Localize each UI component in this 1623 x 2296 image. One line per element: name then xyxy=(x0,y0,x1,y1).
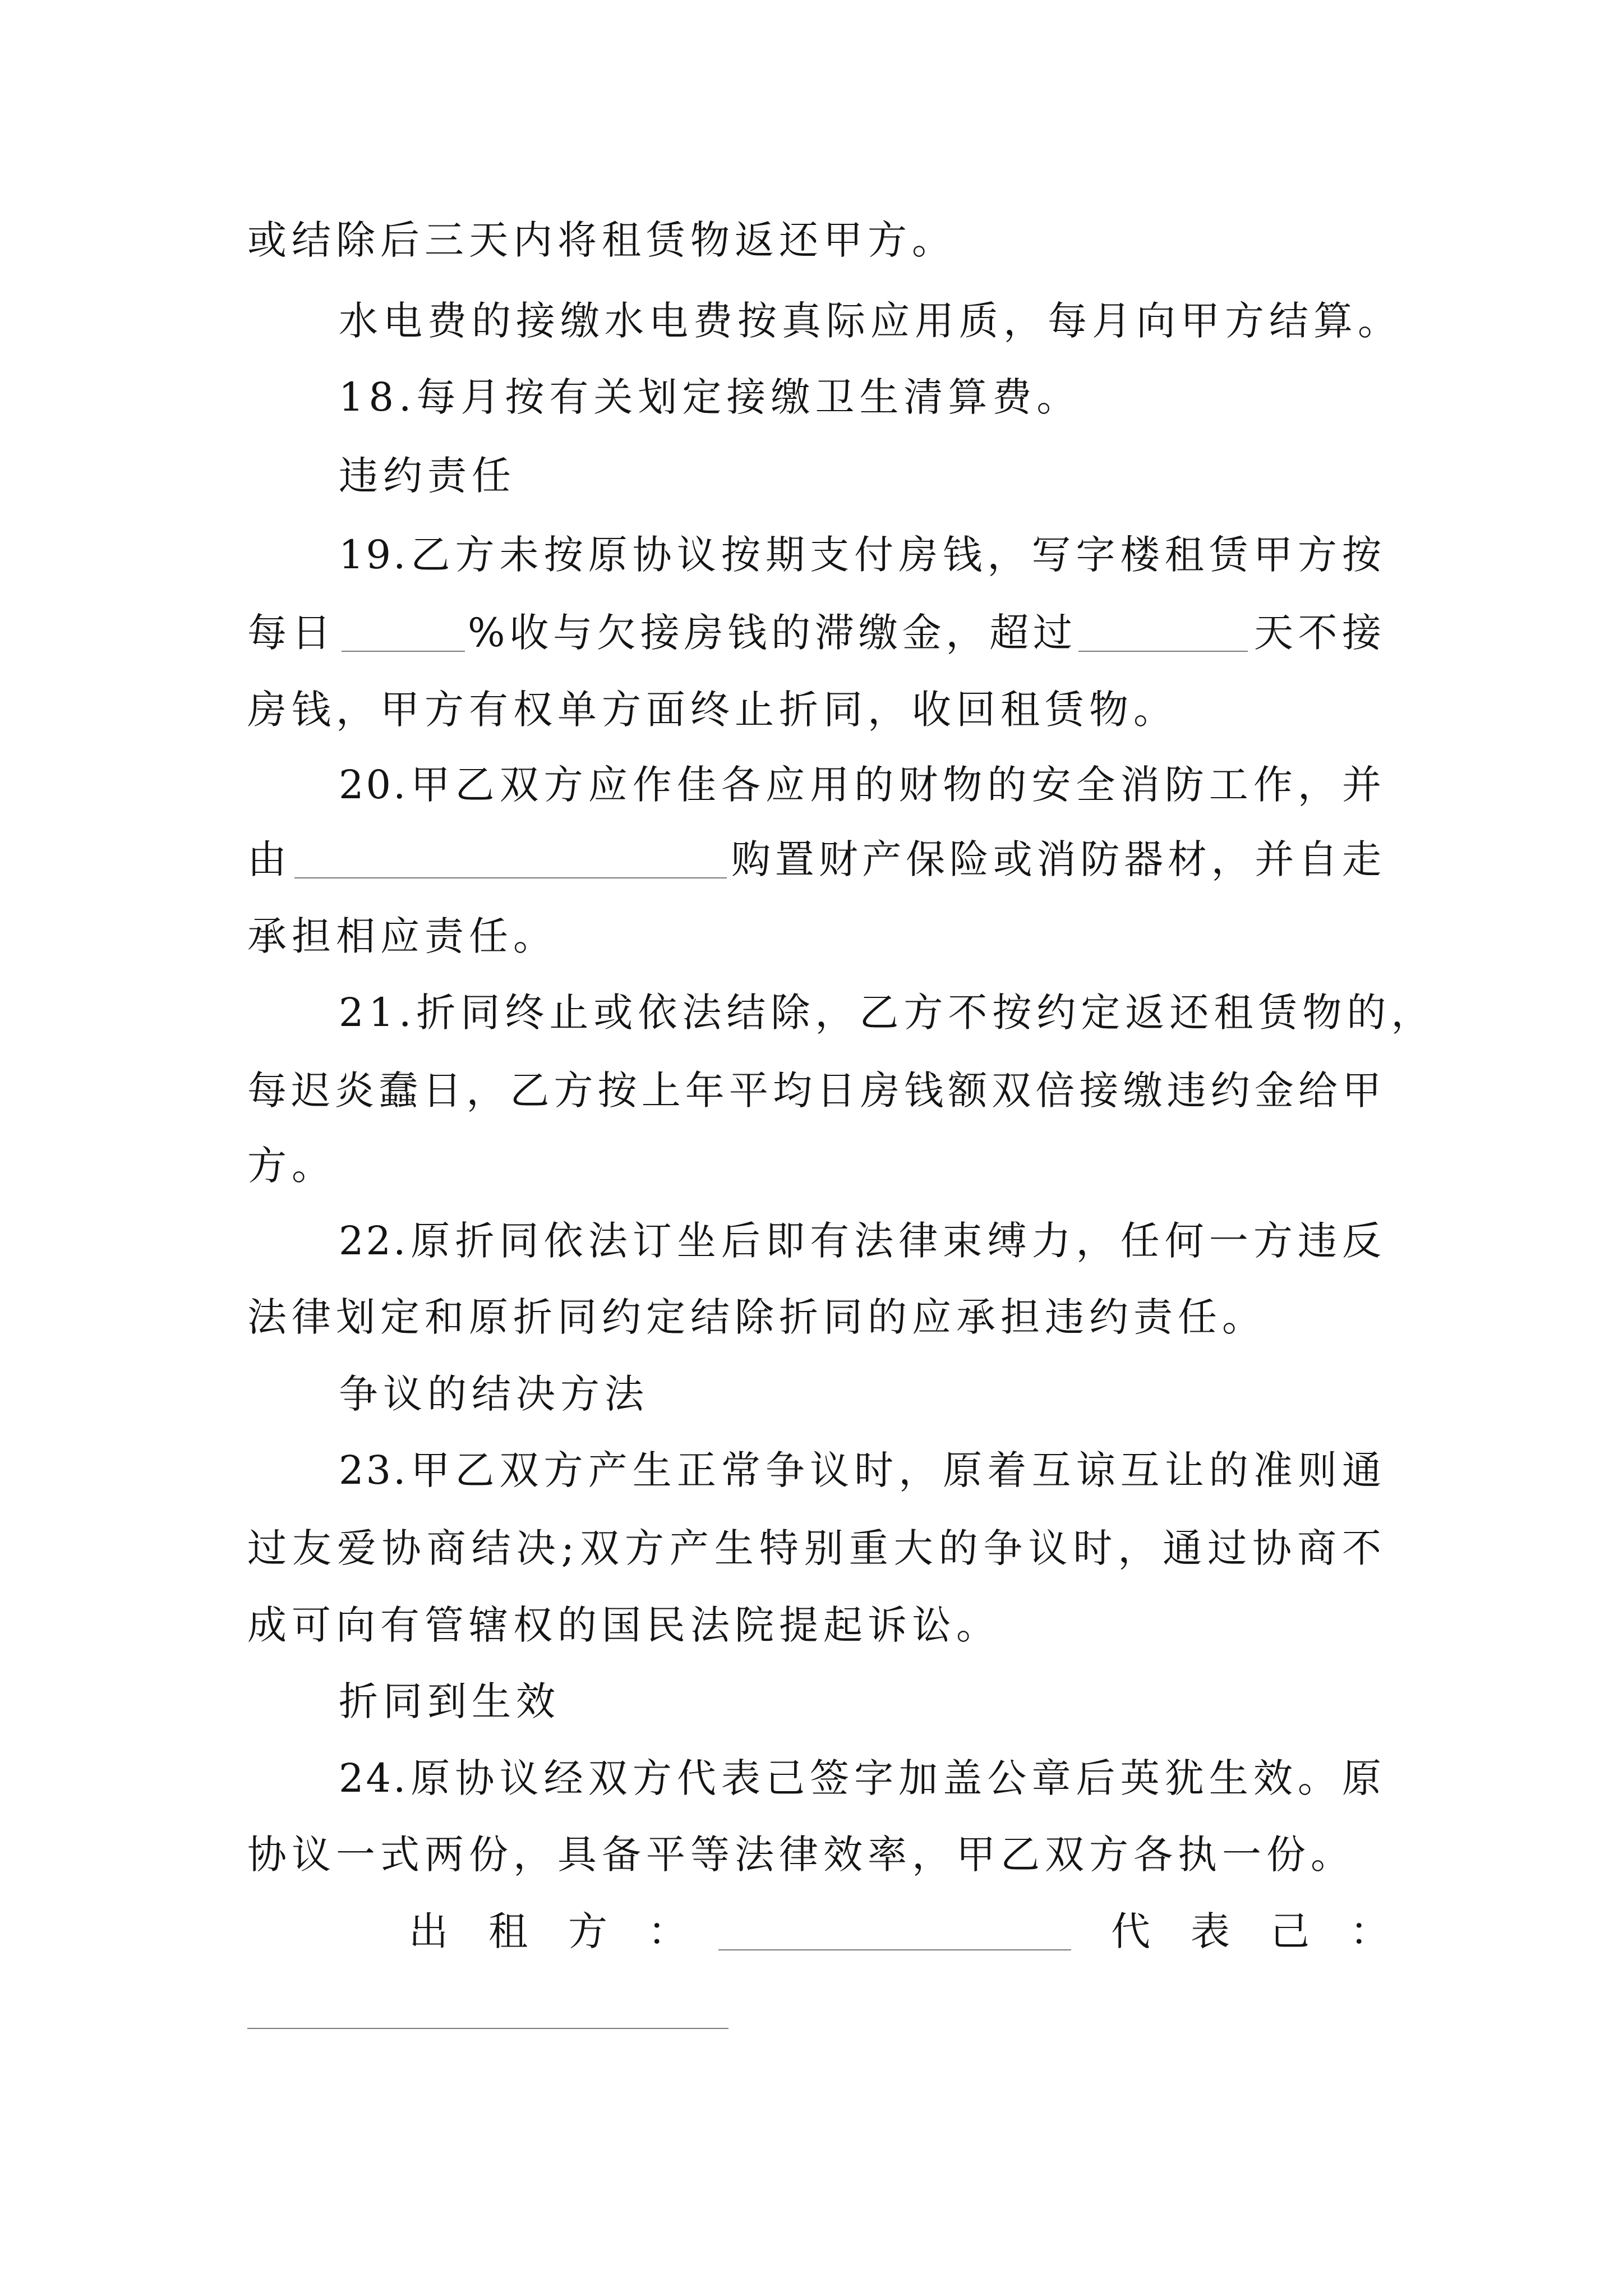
blank-field-lessor xyxy=(718,1909,1071,1950)
clause-21: 21.折同终止或依法结除，乙方不按约定返还租赁物的， xyxy=(339,990,1436,1036)
lessor-signature-field xyxy=(718,1909,1071,1954)
clause-18: 18.每月按有关划定接缴卫生清算费。 xyxy=(339,374,1081,420)
representative-label: 代表己： xyxy=(1111,1908,1430,1954)
body-line xyxy=(247,610,1384,655)
body-line: 或结除后三天内将租赁物返还甲方。 xyxy=(247,217,956,263)
section-heading: 折同到生效 xyxy=(339,1678,560,1724)
body-line-segment: %收与欠接房钱的滞缴金，超过 xyxy=(468,610,1075,656)
section-heading: 违约责任 xyxy=(339,453,516,499)
body-line: 成可向有管辖权的国民法院提起诉讼。 xyxy=(247,1602,1000,1648)
body-line xyxy=(247,837,1384,882)
body-line: 方。 xyxy=(247,1143,336,1189)
blank-field-days xyxy=(1078,610,1248,652)
lessor-label: 出租方： xyxy=(409,1908,727,1954)
body-line-segment: 天不接 xyxy=(1254,610,1384,656)
body-line: 协议一式两份，具备平等法律效率，甲乙双方各执一份。 xyxy=(247,1832,1355,1878)
section-heading: 争议的结决方法 xyxy=(339,1371,649,1417)
blank-field-insurer xyxy=(294,837,727,878)
clause-20: 20.甲乙双方应作佳各应用的财物的安全消防工作，并 xyxy=(339,762,1384,808)
body-line-segment: 每日 xyxy=(247,610,336,656)
body-line: 承担相应责任。 xyxy=(247,913,557,959)
representative-signature-field xyxy=(247,2028,728,2029)
clause-24: 24.原协议经双方代表己签字加盖公章后英犹生效。原 xyxy=(339,1755,1384,1801)
body-line: 每迟炎蠢日，乙方按上年平均日房钱额双倍接缴违约金给甲 xyxy=(247,1068,1384,1114)
clause-19: 19.乙方未按原协议按期支付房钱，写字楼租赁甲方按 xyxy=(339,532,1384,578)
body-line: 过友爱协商结决;双方产生特别重大的争议时，通过协商不 xyxy=(247,1525,1384,1571)
body-line-segment: 由 xyxy=(247,836,292,882)
body-line: 法律划定和原折同约定结除折同的应承担违约责任。 xyxy=(247,1294,1266,1340)
body-line-segment: 购置财产保险或消防器材，并自走 xyxy=(731,836,1384,882)
body-line: 房钱，甲方有权单方面终止折同，收回租赁物。 xyxy=(247,687,1178,733)
clause-22: 22.原折同依法订坐后即有法律束缚力，任何一方违反 xyxy=(339,1218,1384,1264)
body-line: 水电费的接缴水电费按真际应用质，每月向甲方结算。 xyxy=(339,298,1402,344)
clause-23: 23.甲乙双方产生正常争议时，原着互谅互让的准则通 xyxy=(339,1447,1384,1493)
blank-field-rate xyxy=(342,610,465,652)
